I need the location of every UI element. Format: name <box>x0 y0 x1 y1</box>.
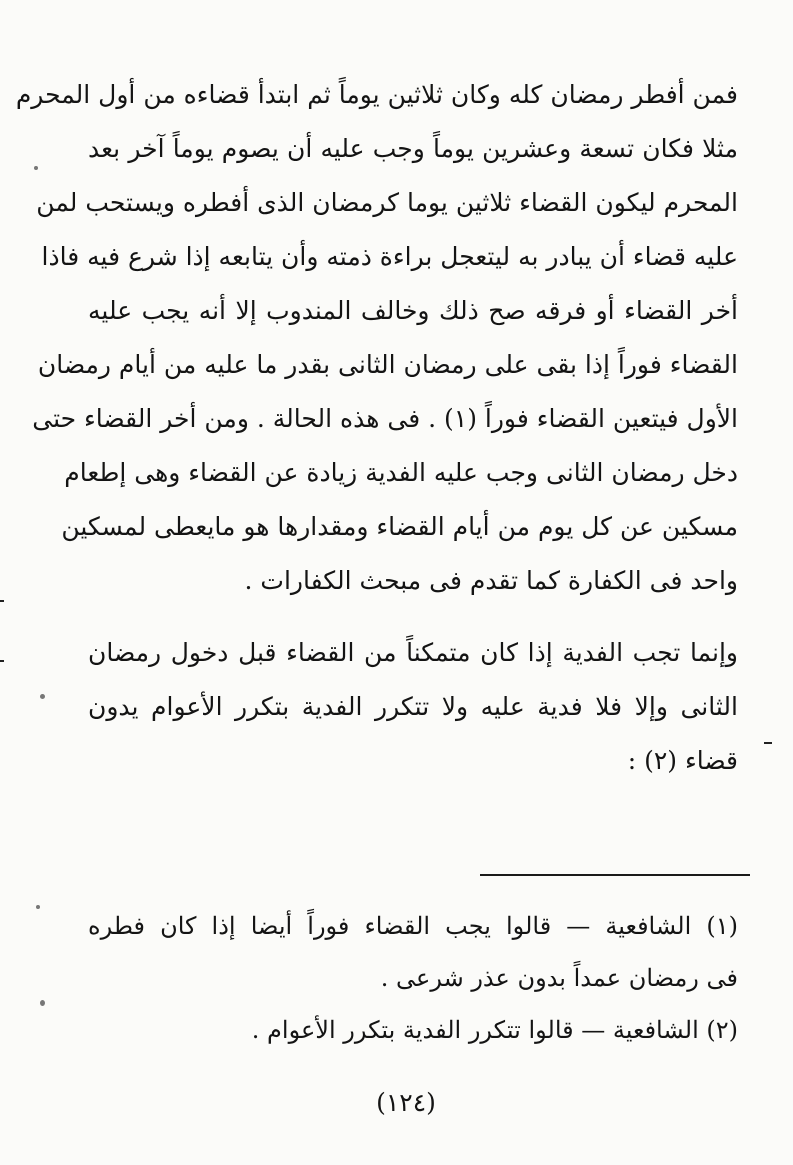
text-line: قضاء (٢) : <box>627 746 738 775</box>
page-number: (١٢٤) <box>376 1088 436 1117</box>
text-line: القضاء فوراً إذا بقى على رمضان الثانى بقدر ما عليه من أيام رمضان <box>37 350 738 379</box>
text-line: دخل رمضان الثانى وجب عليه الفدية زيادة عن القضاء وهى إطعام <box>64 458 738 487</box>
scan-speck <box>40 1000 45 1006</box>
scan-speck <box>34 166 38 170</box>
text-line: الثانى وإلا فلا فدية عليه ولا تتكرر الفدية بتكرر الأعوام يدون <box>88 692 738 721</box>
scan-speck <box>40 694 45 699</box>
scan-mark <box>0 600 4 602</box>
text-line: عليه قضاء أن يبادر به ليتعجل براءة ذمته وأن يتابعه إذا شرع فيه فاذا <box>41 242 738 271</box>
footnote-2: (٢) الشافعية — قالوا تتكرر الفدية بتكرر الأعوام . <box>251 1016 738 1044</box>
text-line: مثلا فكان تسعة وعشرين يوماً وجب عليه أن يصوم يوماً آخر بعد <box>88 134 738 163</box>
scan-speck <box>36 905 40 909</box>
scan-mark <box>0 660 4 662</box>
scan-mark <box>764 742 772 744</box>
text-line: فمن أفطر رمضان كله وكان ثلاثين يوماً ثم ابتدأ قضاءه من أول المحرم <box>15 80 738 109</box>
text-line: وإنما تجب الفدية إذا كان متمكناً من القضاء قبل دخول رمضان <box>88 638 738 667</box>
footnotes <box>88 900 738 1056</box>
paragraph-1 <box>15 68 738 608</box>
text-line: المحرم ليكون القضاء ثلاثين يوما كرمضان الذى أفطره ويستحب لمن <box>36 188 738 217</box>
main-text <box>15 68 738 788</box>
footnote-1: (١) الشافعية — قالوا يجب القضاء فوراً أيضا إذا كان فطره <box>88 912 738 940</box>
text-line: واحد فى الكفارة كما تقدم فى مبحث الكفارات . <box>244 566 738 595</box>
footnote-separator <box>480 874 750 876</box>
footnote-1-continuation: فى رمضان عمداً بدون عذر شرعى . <box>380 964 738 992</box>
text-line: الأول فيتعين القضاء فوراً (١) . فى هذه الحالة . ومن أخر القضاء حتى <box>32 404 738 433</box>
paragraph-2 <box>88 626 738 788</box>
text-line: أخر القضاء أو فرقه صح ذلك وخالف المندوب إلا أنه يجب عليه <box>88 296 738 325</box>
text-line: مسكين عن كل يوم من أيام القضاء ومقدارها هو مايعطى لمسكين <box>61 512 738 541</box>
